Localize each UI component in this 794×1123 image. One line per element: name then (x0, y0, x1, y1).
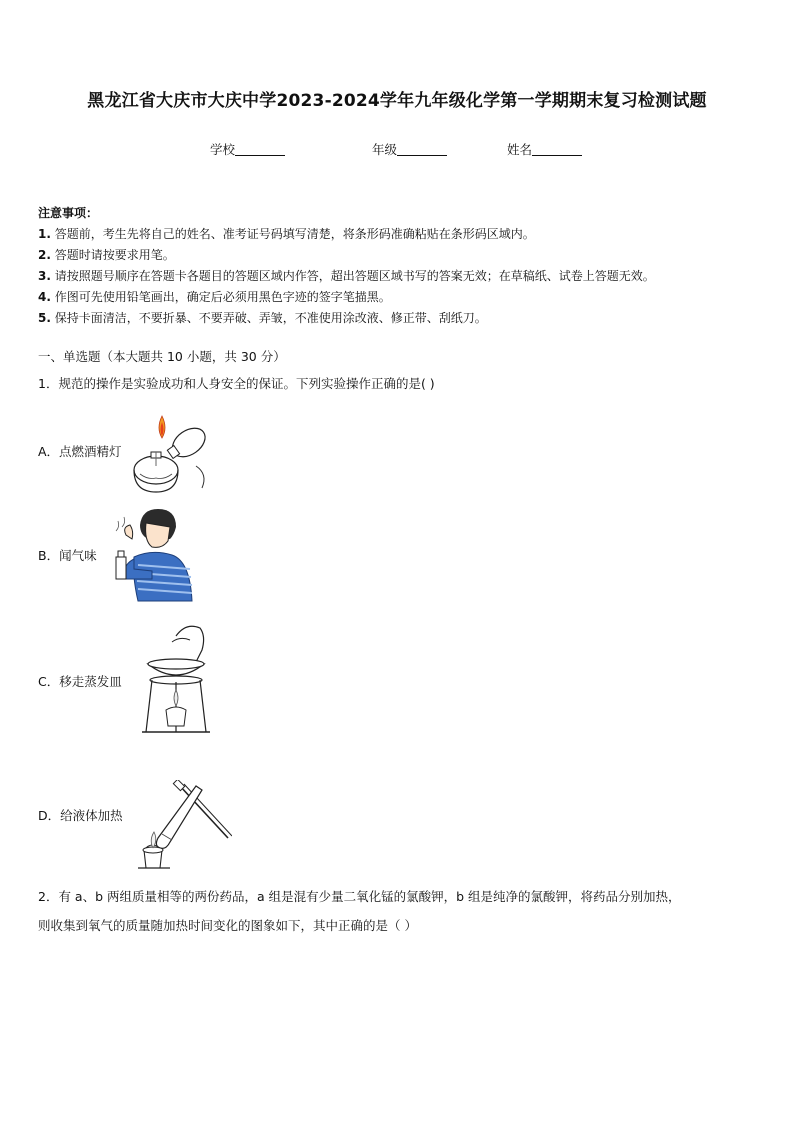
alcohol-lamp-lighting-figure (126, 408, 216, 496)
question-2-stem (38, 882, 768, 940)
note-item: 2. 答题时请按要求用笔。 (38, 248, 175, 262)
name-field[interactable] (507, 140, 582, 158)
note-item: 1. 答题前，考生先将自己的姓名、准考证号码填写清楚，将条形码准确粘贴在条形码区域内。 (38, 227, 535, 241)
student-info-fields (0, 140, 794, 162)
note-item: 4. 作图可先使用铅笔画出，确定后必须用黑色字迹的签字笔描黑。 (38, 290, 391, 304)
heating-liquid-figure (128, 780, 232, 872)
school-label: 学校 (210, 142, 236, 157)
question-2-line-2: 则收集到氧气的质量随加热时间变化的图象如下，其中正确的是（ ） (38, 918, 417, 933)
notes-block (38, 203, 778, 329)
option-d[interactable]: D．给液体加热 (38, 808, 123, 823)
note-item: 5. 保持卡面清洁，不要折暴、不要弄破、弄皱，不准使用涂改液、修正带、刮纸刀。 (38, 311, 487, 325)
school-blank[interactable] (235, 141, 285, 156)
question-2-line-1: 2．有 a、b 两组质量相等的两份药品，a 组是混有少量二氧化锰的氯酸钾，b 组是纯净的氯酸钾，将药品分别加热， (38, 889, 681, 904)
name-blank[interactable] (532, 141, 582, 156)
option-c[interactable]: C．移走蒸发皿 (38, 674, 122, 689)
note-item: 3. 请按照题号顺序在答题卡各题目的答题区域内作答，超出答题区域书写的答案无效；在草稿纸、试卷上答题无效。 (38, 269, 655, 283)
school-field[interactable] (210, 140, 285, 158)
question-1-stem: 1．规范的操作是实验成功和人身安全的保证。下列实验操作正确的是( ) (38, 376, 435, 391)
option-a[interactable]: A．点燃酒精灯 (38, 444, 122, 459)
page-title: 黑龙江省大庆市大庆中学2023-2024学年九年级化学第一学期期末复习检测试题 (87, 91, 707, 111)
grade-label: 年级 (372, 142, 398, 157)
grade-blank[interactable] (397, 141, 447, 156)
evaporating-dish-figure (140, 622, 212, 734)
name-label: 姓名 (507, 142, 533, 157)
option-b[interactable]: B．闻气味 (38, 548, 97, 563)
grade-field[interactable] (372, 140, 447, 158)
notes-heading: 注意事项： (38, 206, 99, 220)
section-heading: 一、单选题（本大题共 10 小题，共 30 分） (38, 349, 286, 364)
smelling-gas-figure (112, 505, 198, 603)
